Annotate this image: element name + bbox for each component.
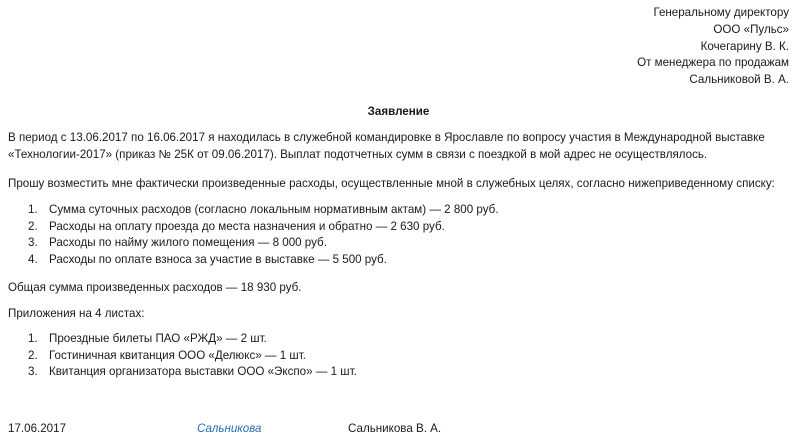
request-paragraph: Прошу возместить мне фактически произведенные расходы, осуществленные мной в служебных целях, согласно нижеприведенному списку: [8,177,775,190]
list-number: 1. [28,203,38,216]
list-text: Расходы на оплату проезда до места назначения и обратно — 2 630 руб. [49,219,445,233]
addressee-line: От менеджера по продажам [637,56,789,70]
list-number: 4. [28,252,38,266]
attachments-list [8,331,357,381]
list-item [8,202,499,219]
list-number: 3. [28,365,38,378]
handwritten-signature: Сальникова [197,422,262,435]
addressee-line: ООО «Пульс» [713,22,789,36]
list-item [8,235,499,252]
addressee-line: Генеральному директору [653,6,789,19]
list-number: 1. [28,332,38,345]
list-item [8,364,357,381]
list-item [8,348,357,365]
list-number: 3. [28,236,38,249]
list-text: Расходы по оплате взноса за участие в выставке — 5 500 руб. [49,252,387,266]
list-text: Расходы по найму жилого помещения — 8 000 руб. [49,236,327,249]
addressee-line: Кочегарину В. К. [700,39,789,53]
addressee-block [637,5,789,89]
list-item [8,331,357,348]
list-item [8,219,499,236]
list-item [8,252,499,269]
addressee-line: Сальниковой В. А. [689,73,789,87]
list-text: Сумма суточных расходов (согласно локальным нормативным актам) — 2 800 руб. [49,203,499,216]
list-number: 2. [28,219,38,233]
signatory-name: Сальникова В. А. [348,422,442,435]
attachments-heading: Приложения на 4 листах: [8,307,145,320]
document-title: Заявление [367,105,430,118]
list-number: 2. [28,348,38,362]
list-text: Квитанция организатора выставки ООО «Экспо» — 1 шт. [49,365,357,378]
list-text: Проездные билеты ПАО «РЖД» — 2 шт. [49,332,267,345]
signature-date: 17.06.2017 [8,422,67,435]
expenses-list [8,202,499,268]
trip-paragraph: В период с 13.06.2017 по 16.06.2017 я находилась в служебной командировке в Ярославле по вопросу участия в Международной выставке «Технологии-2017» (приказ № 25К от 09.06.2017). Выплат подотчетных сумм в связи с поездкой в мой адрес не осуществлялось. [8,131,765,161]
total-paragraph: Общая сумма произведенных расходов — 18 930 руб. [8,281,302,294]
list-text: Гостиничная квитанция ООО «Делюкс» — 1 шт. [49,348,306,362]
